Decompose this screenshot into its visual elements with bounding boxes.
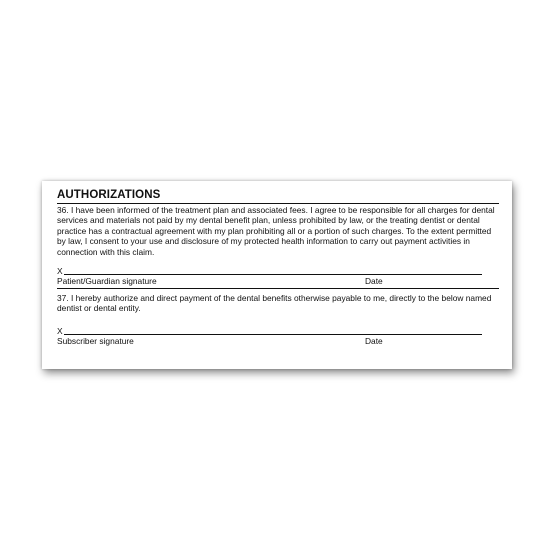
signature-x-mark: X bbox=[57, 266, 63, 277]
subscriber-signature-block bbox=[57, 326, 499, 348]
heading-divider bbox=[57, 203, 499, 204]
subscriber-signature-line[interactable] bbox=[64, 334, 482, 335]
section-heading: AUTHORIZATIONS bbox=[57, 189, 161, 201]
authorization-37-text: 37. I hereby authorize and direct payment of the dental benefits otherwise payable to me, directly to the below named dentist or dental entity. bbox=[57, 293, 492, 314]
patient-signature-block bbox=[57, 266, 499, 288]
authorizations-form bbox=[42, 181, 512, 369]
patient-date-label: Date bbox=[365, 276, 383, 287]
authorization-36-text: 36. I have been informed of the treatment plan and associated fees. I agree to be responsible for all charges for dental services and materials not paid by my dental benefit plan, unless prohibited by law, or the treating dentist or dental practice has a contractual agreement with my plan prohibiting all or a portion of such charges. To the extent permitted by law, I consent to your use and disclosure of my protected health information to carry out payment activities in connection with this claim. bbox=[57, 205, 495, 257]
subscriber-signature-label: Subscriber signature bbox=[57, 335, 134, 346]
signature-x-mark: X bbox=[57, 325, 63, 336]
subscriber-date-label: Date bbox=[365, 335, 383, 346]
section-divider bbox=[57, 288, 499, 289]
patient-signature-label: Patient/Guardian signature bbox=[57, 276, 157, 287]
patient-signature-line[interactable] bbox=[64, 274, 482, 275]
